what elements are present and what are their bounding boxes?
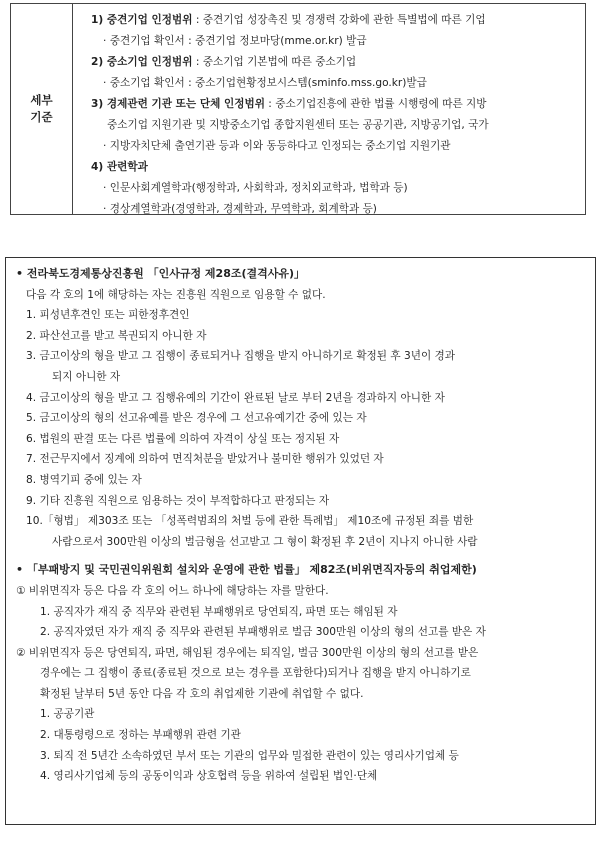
rules1-item: 1. 피성년후견인 또는 피한정후견인	[26, 309, 190, 322]
rules1-item: 9. 기타 진흥원 직원으로 임용하는 것이 부적합하다고 판정되는 자	[26, 494, 330, 507]
rules1-item: 7. 전근무지에서 징계에 의하여 면직처분을 받았거나 불미한 행위가 있었던 자	[26, 453, 384, 466]
criteria-sub-2: · 중소기업 확인서 : 중소기업현황정보시스템(sminfo.mss.go.kr)발급	[103, 77, 427, 89]
rules2-p2-item: 1. 공공기관	[40, 708, 95, 721]
rules2-p2-item: 3. 퇴직 전 5년간 소속하였던 부서 또는 기관의 업무와 밀접한 관련이 있는 영리사기업체 등	[40, 749, 459, 762]
criteria-item-3-continued: 중소기업 지원기관 및 지방중소기업 종합지원센터 또는 공공기관, 지방공기업, 국가	[107, 119, 489, 131]
criteria-sub-3: · 지방자치단체 출연기관 등과 이와 동등하다고 인정되는 중소기업 지원기관	[103, 140, 451, 152]
criteria-item-1: 1) 중견기업 인정범위 : 중견기업 성장촉진 및 경쟁력 강화에 관한 특별법에 따른 기업	[91, 14, 486, 26]
rules2-paragraph-2-continued: 경우에는 그 집행이 종료(종료된 것으로 보는 경우를 포함한다)되거나 집행을 받지 아니하기로	[40, 667, 471, 680]
rules1-item: 6. 법원의 판결 또는 다른 법률에 의하여 자격이 상실 또는 정지된 자	[26, 432, 340, 445]
rules1-item: 5. 금고이상의 형의 선고유예를 받은 경우에 그 선고유예기간 중에 있는 자	[26, 412, 367, 425]
rules-box	[5, 257, 596, 825]
rules1-item-continued: 되지 아니한 자	[52, 370, 121, 383]
criteria-label-line2: 기준	[30, 110, 53, 124]
criteria-sub-1: · 중견기업 확인서 : 중견기업 정보마당(mme.or.kr) 발급	[103, 35, 367, 47]
rules1-item: 10.「형법」 제303조 또는 「성폭력범죄의 처벌 등에 관한 특례법」 제10조에 규정된 죄를 범한	[26, 515, 474, 528]
criteria-body	[73, 4, 585, 214]
rules1-item: 8. 병역기피 중에 있는 자	[26, 473, 142, 486]
rules2-paragraph-1: ① 비위면직자 등은 다음 각 호의 어느 하나에 해당하는 자를 말한다.	[16, 584, 329, 597]
criteria-item-3: 3) 경제관련 기관 또는 단체 인정범위 : 중소기업진흥에 관한 법률 시행령에 따른 지방	[91, 98, 487, 110]
rules2-p1-item: 2. 공직자였던 자가 재직 중 직무와 관련된 부패행위로 벌금 300만원 이상의 형의 선고를 받은 자	[40, 626, 486, 639]
criteria-label	[11, 4, 73, 214]
rules1-heading: • 전라북도경제통상진흥원 「인사규정 제28조(결격사유)」	[16, 267, 306, 280]
rules2-paragraph-2: ② 비위면직자 등은 당연퇴직, 파면, 해임된 경우에는 퇴직일, 벌금 300만원 이상의 형의 선고를 받은	[16, 646, 479, 659]
rules2-p2-item: 4. 영리사기업체 등의 공동이익과 상호협력 등을 위하여 설립된 법인·단체	[40, 770, 378, 783]
criteria-sub-4a: · 인문사회계열학과(행정학과, 사회학과, 정치외교학과, 법학과 등)	[103, 182, 408, 194]
criteria-label-line1: 세부	[30, 93, 53, 107]
rules1-item-continued: 사람으로서 300만원 이상의 벌금형을 선고받고 그 형이 확정된 후 2년이 지나지 아니한 사람	[52, 535, 478, 548]
criteria-table	[10, 3, 586, 215]
rules2-heading: • 「부패방지 및 국민권익위원회 설치와 운영에 관한 법률」 제82조(비위면직자등의 취업제한)	[16, 563, 477, 577]
criteria-item-2: 2) 중소기업 인정범위 : 중소기업 기본법에 따른 중소기업	[91, 56, 357, 68]
rules2-p2-item: 2. 대통령령으로 정하는 부패행위 관련 기관	[40, 729, 241, 742]
rules2-paragraph-2-continued: 확정된 날부터 5년 동안 다음 각 호의 취업제한 기관에 취업할 수 없다.	[40, 687, 364, 700]
rules1-item: 2. 파산선고를 받고 복권되지 아니한 자	[26, 329, 207, 342]
rules1-intro: 다음 각 호의 1에 해당하는 자는 진흥원 직원으로 임용할 수 없다.	[26, 288, 326, 301]
rules1-item: 4. 금고이상의 형을 받고 그 집행유예의 기간이 완료된 날로 부터 2년을 경과하지 아니한 자	[26, 391, 445, 404]
rules2-p1-item: 1. 공직자가 재직 중 직무와 관련된 부패행위로 당연퇴직, 파면 또는 해임된 자	[40, 605, 398, 618]
criteria-sub-4b: · 경상계열학과(경영학과, 경제학과, 무역학과, 회계학과 등)	[103, 203, 377, 215]
criteria-item-4: 4) 관련학과	[91, 161, 148, 173]
rules1-item: 3. 금고이상의 형을 받고 그 집행이 종료되거나 집행을 받지 아니하기로 확정된 후 3년이 경과	[26, 350, 456, 363]
